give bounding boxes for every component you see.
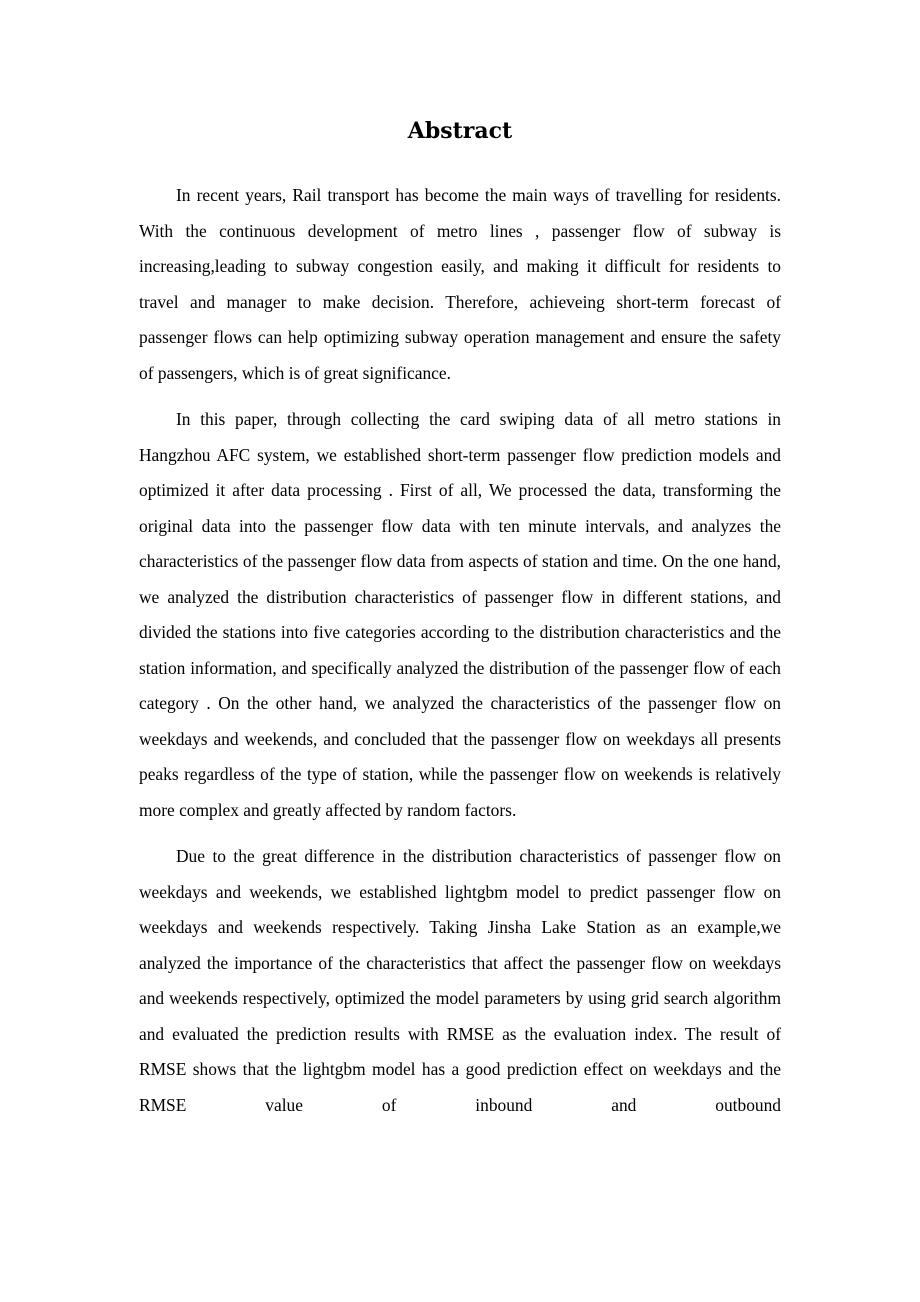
abstract-heading: Abstract xyxy=(407,118,513,144)
abstract-body xyxy=(139,178,781,1123)
abstract-paragraph-1: In recent years, Rail transport has become the main ways of travelling for residents. With the continuous development of metro lines , passenger flow of subway is increasing,leading to subway congestion easily, and making it difficult for residents to travel and manager to make decision. Therefore, achieveing short-term forecast of passenger flows can help optimizing subway operation management and ensure the safety of passengers, which is of great significance. xyxy=(139,185,781,383)
abstract-paragraph-3: Due to the great difference in the distribution characteristics of passenger flow on weekdays and weekends, we established lightgbm model to predict passenger flow on weekdays and weekends respectively. Taking Jinsha Lake Station as an example,we analyzed the importance of the characteristics that affect the passenger flow on weekdays and weekends respectively, optimized the model parameters by using grid search algorithm and evaluated the prediction results with RMSE as the evaluation index. The result of RMSE shows that the lightgbm model has a good prediction effect on weekdays and the RMSE value of inbound and outbound xyxy=(139,846,781,1115)
abstract-paragraph-2: In this paper, through collecting the card swiping data of all metro stations in Hangzhou AFC system, we established short-term passenger flow prediction models and optimized it after data processing . First of all, We processed the data, transforming the original data into the passenger flow data with ten minute intervals, and analyzes the characteristics of the passenger flow data from aspects of station and time. On the one hand, we analyzed the distribution characteristics of passenger flow in different stations, and divided the stations into five categories according to the distribution characteristics and the station information, and specifically analyzed the distribution of the passenger flow of each category . On the other hand, we analyzed the characteristics of the passenger flow on weekdays and weekends, and concluded that the passenger flow on weekdays all presents peaks regardless of the type of station, while the passenger flow on weekends is relatively more complex and greatly affected by random factors. xyxy=(139,409,781,820)
